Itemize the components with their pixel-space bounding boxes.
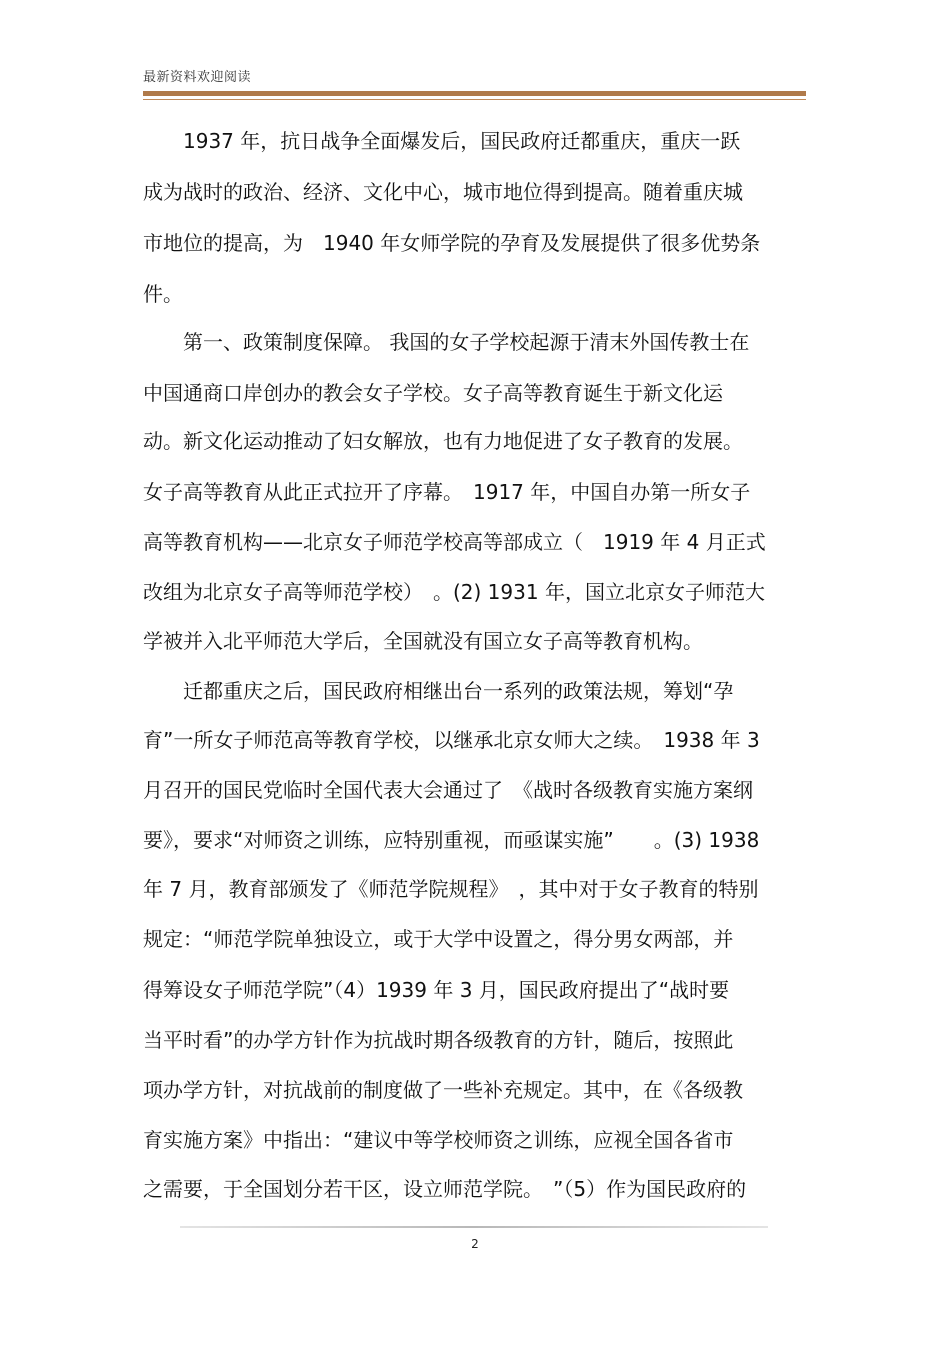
text-line-18: 得筹设女子师范学院”（4）1939 年 3 月，国民政府提出了“战时要 [143,978,730,1002]
text-line-4: 件。 [143,282,183,306]
text-line-9: 高等教育机构——北京女子师范学校高等部成立（ 1919 年 4 月正式 [143,530,766,554]
text-line-15: 要》，要求“对师资之训练，应特别重视，而亟谋实施” 。(3) 1938 [143,828,760,852]
text-line-11: 学被并入北平师范大学后，全国就没有国立女子高等教育机构。 [143,629,703,653]
text-line-3: 市地位的提高，为 1940 年女师学院的孕育及发展提供了很多优势条 [143,231,761,255]
text-line-19: 当平时看”的办学方针作为抗战时期各级教育的方针，随后，按照此 [143,1028,734,1052]
header-divider-thin [143,99,806,100]
text-line-1: 1937 年，抗日战争全面爆发后，国民政府迁都重庆，重庆一跃 [143,129,741,153]
page-number: 2 [471,1237,479,1251]
text-line-6: 中国通商口岸创办的教会女子学校。女子高等教育诞生于新文化运 [143,381,723,405]
text-line-16: 年 7 月，教育部颁发了《师范学院规程》 ，其中对于女子教育的特别 [143,877,759,901]
text-line-17: 规定：“师范学院单独设立，或于大学中设置之，得分男女两部，并 [143,927,734,951]
text-line-8: 女子高等教育从此正式拉开了序幕。 1917 年，中国自办第一所女子 [143,480,751,504]
text-line-2: 成为战时的政治、经济、文化中心，城市地位得到提高。随着重庆城 [143,180,743,204]
text-line-22: 之需要，于全国划分若干区，设立师范学院。 ”（5）作为国民政府的 [143,1177,747,1201]
text-line-12: 迁都重庆之后，国民政府相继出台一系列的政策法规，筹划“孕 [143,679,734,703]
header-divider-thick [143,91,806,96]
header-title: 最新资料欢迎阅读 [143,70,252,85]
text-line-13: 育”一所女子师范高等教育学校，以继承北京女师大之续。 1938 年 3 [143,728,760,752]
footer-divider [180,1226,768,1228]
text-line-14: 月召开的国民党临时全国代表大会通过了 《战时各级教育实施方案纲 [143,778,753,802]
text-line-10: 改组为北京女子高等师范学校） 。(2) 1931 年，国立北京女子师范大 [143,580,765,604]
text-line-7: 动。新文化运动推动了妇女解放，也有力地促进了女子教育的发展。 [143,429,743,453]
text-line-5: 第一、政策制度保障。 我国的女子学校起源于清末外国传教士在 [143,330,750,354]
text-line-20: 项办学方针，对抗战前的制度做了一些补充规定。其中，在《各级教 [143,1078,743,1102]
text-line-21: 育实施方案》中指出：“建议中等学校师资之训练，应视全国各省市 [143,1128,734,1152]
